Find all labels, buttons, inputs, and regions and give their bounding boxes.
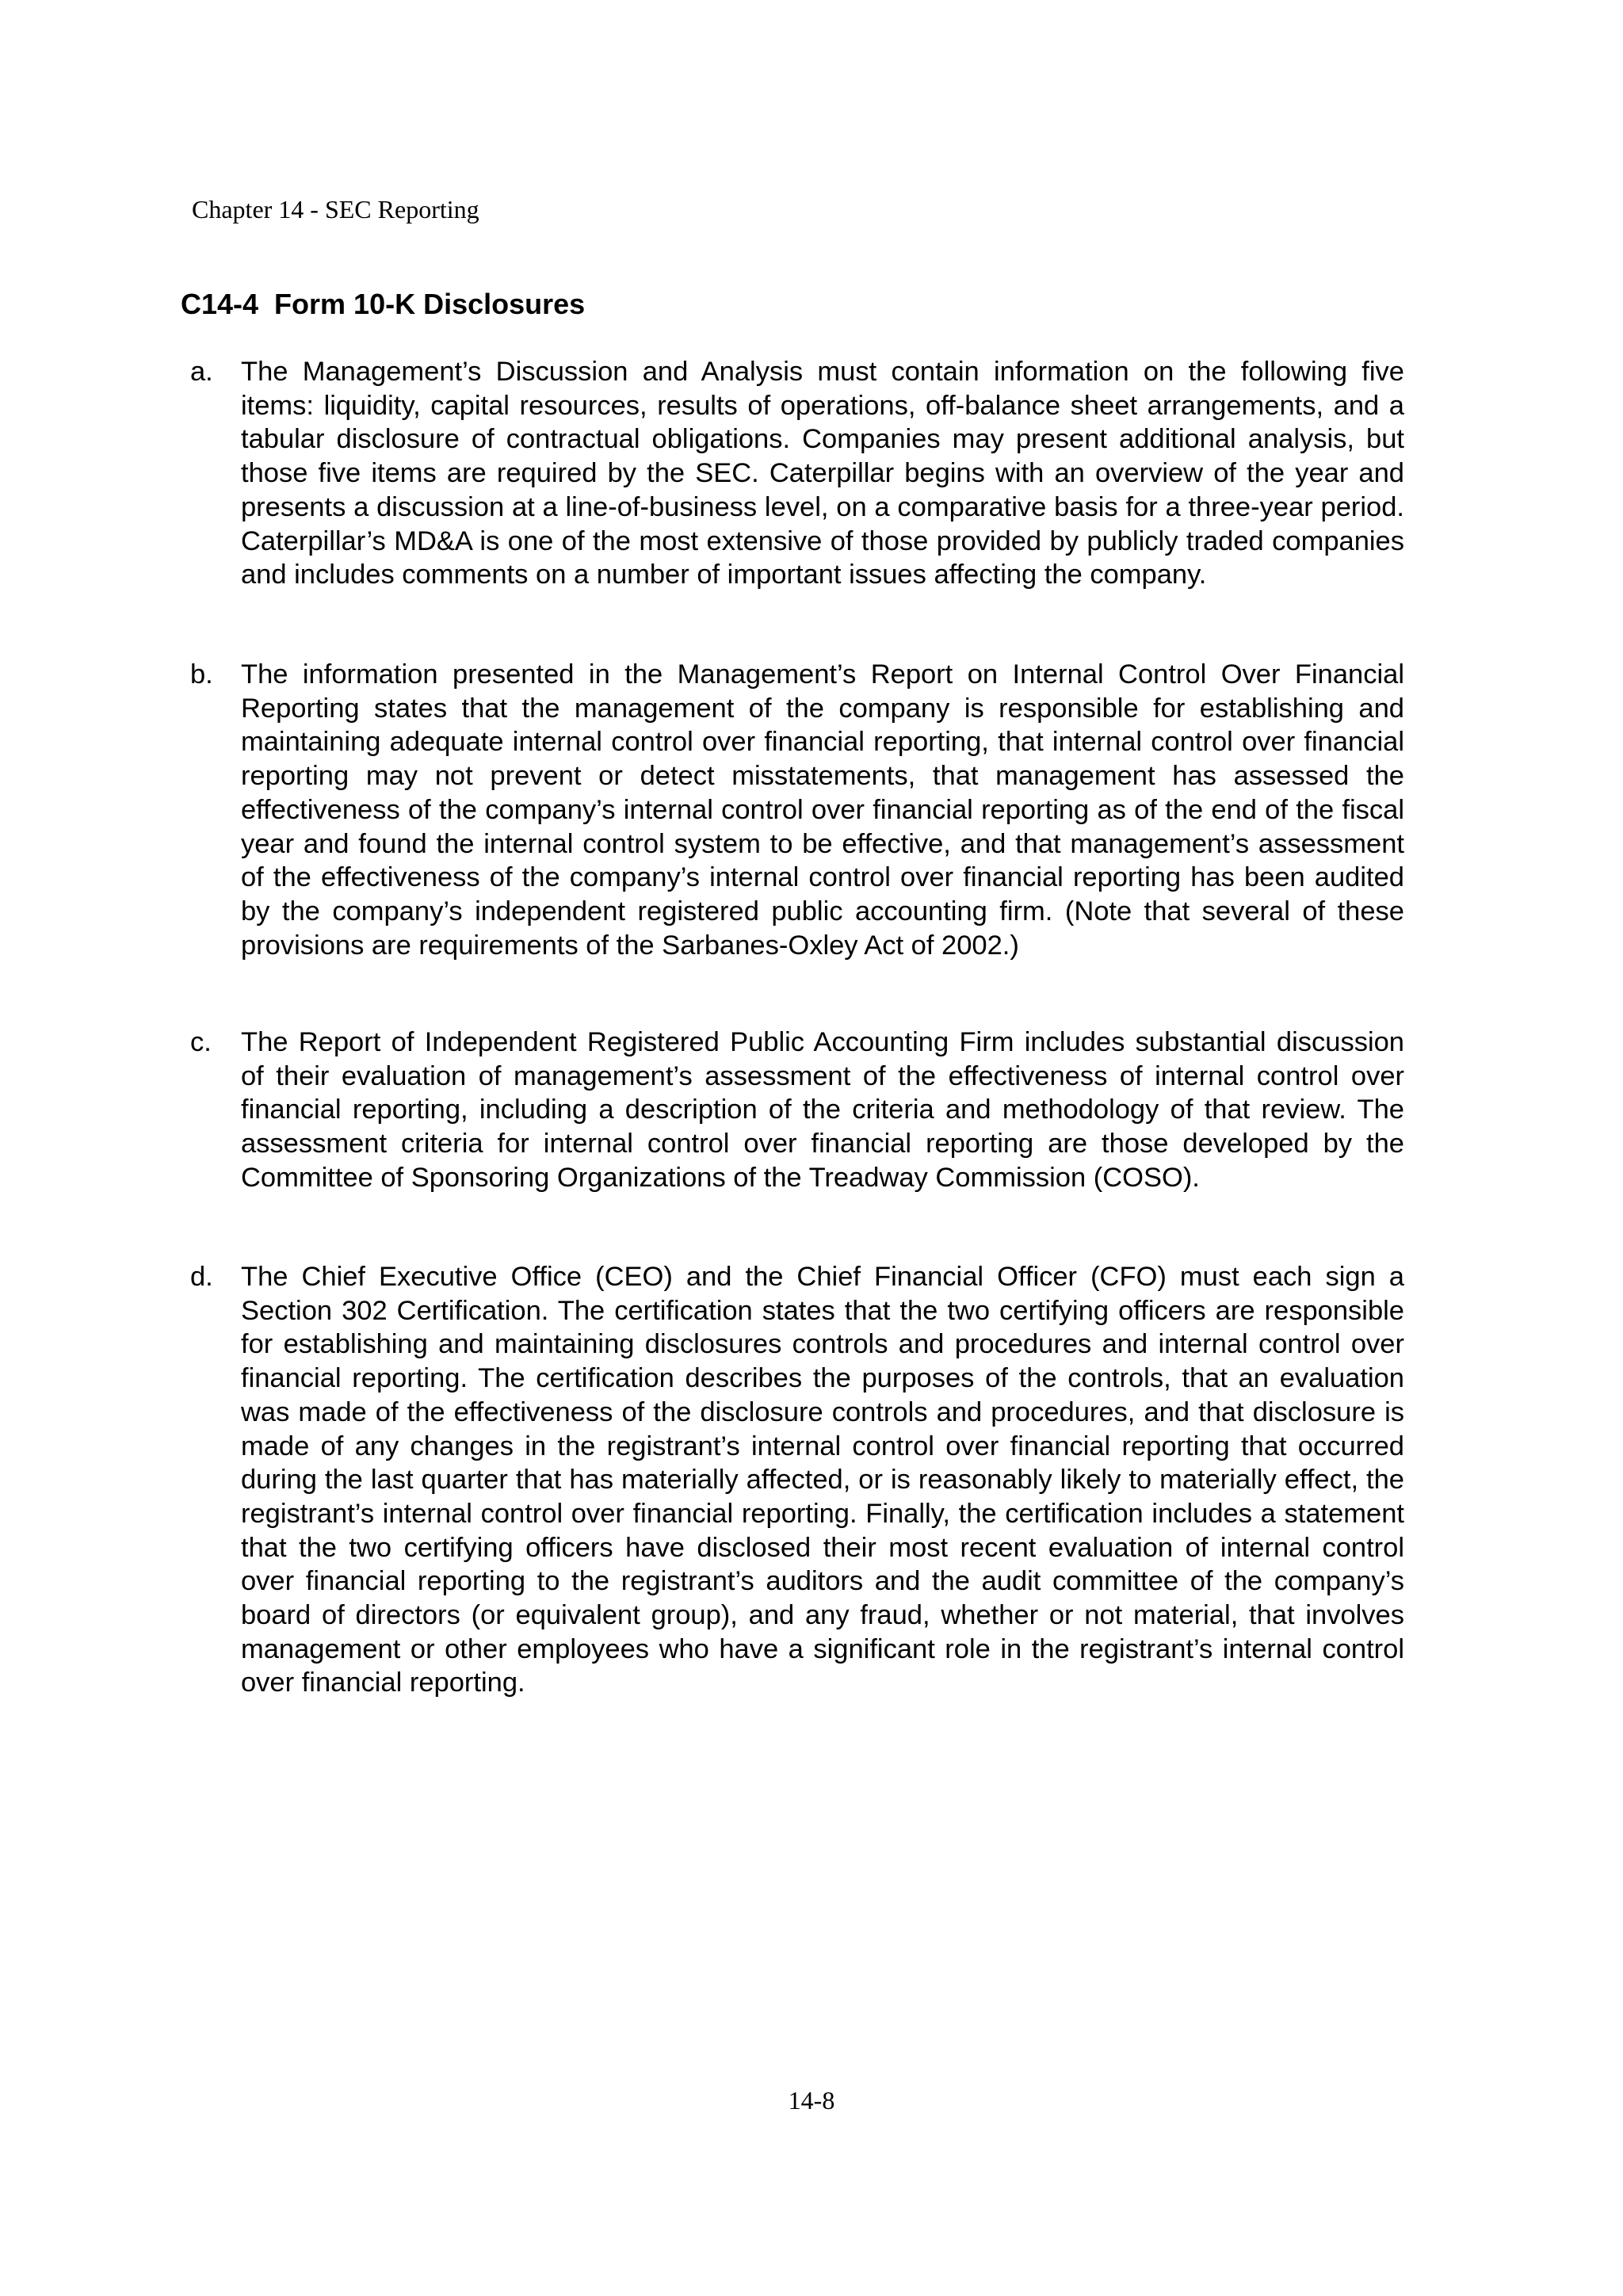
- section-heading: C14-4 Form 10-K Disclosures: [181, 288, 586, 320]
- list-item-text: The Report of Independent Registered Public Accounting Firm includes substantial discussion of their evaluation of management’s assessment of the effectiveness of internal control over financial reporting, including a description of the criteria and methodology of that review. The assessment criteria for internal control over financial reporting are those developed by the Committee of Sponsoring Organizations of the Treadway Commission (COSO).: [241, 1027, 1404, 1193]
- list-item-b: [190, 658, 1404, 962]
- list-item-a: [190, 355, 1404, 592]
- list-item-text: The information presented in the Management’s Report on Internal Control Over Financial Reporting states that the management of the company is responsible for establishing and maintaining adequate internal control over financial reporting, that internal control over financial reporting may not prevent or detect misstatements, that management has assessed the effectiveness of the company’s internal control over financial reporting as of the end of the fiscal year and found the internal control system to be effective, and that management’s assessment of the effectiveness of the company’s internal control over financial reporting has been audited by the company’s independent registered public accounting firm. (Note that several of these provisions are requirements of the Sarbanes-Oxley Act of 2002.): [241, 659, 1404, 961]
- list-item-c: [190, 1026, 1404, 1195]
- list-item-text: The Chief Executive Office (CEO) and the Chief Financial Officer (CFO) must each sign a Section 302 Certification. The certification states that the two certifying officers are responsible for establishing and maintaining disclosures controls and procedures and internal control over financial reporting. The certification describes the purposes of the controls, that an evaluation was made of the effectiveness of the disclosure controls and procedures, and that disclosure is made of any changes in the registrant’s internal control over financial reporting that occurred during the last quarter that has materially affected, or is reasonably likely to materially effect, the registrant’s internal control over financial reporting. Finally, the certification includes a statement that the two certifying officers have disclosed their most recent evaluation of internal control over financial reporting to the registrant’s auditors and the audit committee of the company’s board of directors (or equivalent group), and any fraud, whether or not material, that involves management or other employees who have a significant role in the registrant’s internal control over financial reporting.: [241, 1262, 1404, 1698]
- list-item-d: [190, 1260, 1404, 1700]
- list-item-letter: a.: [190, 357, 213, 387]
- list-item-letter: c.: [190, 1027, 212, 1057]
- list-item-letter: b.: [190, 659, 213, 690]
- list-item-letter: d.: [190, 1262, 213, 1292]
- list-item-text: The Management’s Discussion and Analysis must contain information on the following five items: liquidity, capital resources, results of operations, off-balance sheet arrangements, and a tabular disclosure of contractual obligations. Companies may present additional analysis, but those five items are required by the SEC. Caterpillar begins with an overview of the year and presents a discussion at a line-of-business level, on a comparative basis for a three-year period. Caterpillar’s MD&A is one of the most extensive of those provided by publicly traded companies and includes comments on a number of important issues affecting the company.: [241, 357, 1404, 590]
- running-header: Chapter 14 - SEC Reporting: [192, 195, 479, 223]
- page-number: 14-8: [788, 2086, 835, 2115]
